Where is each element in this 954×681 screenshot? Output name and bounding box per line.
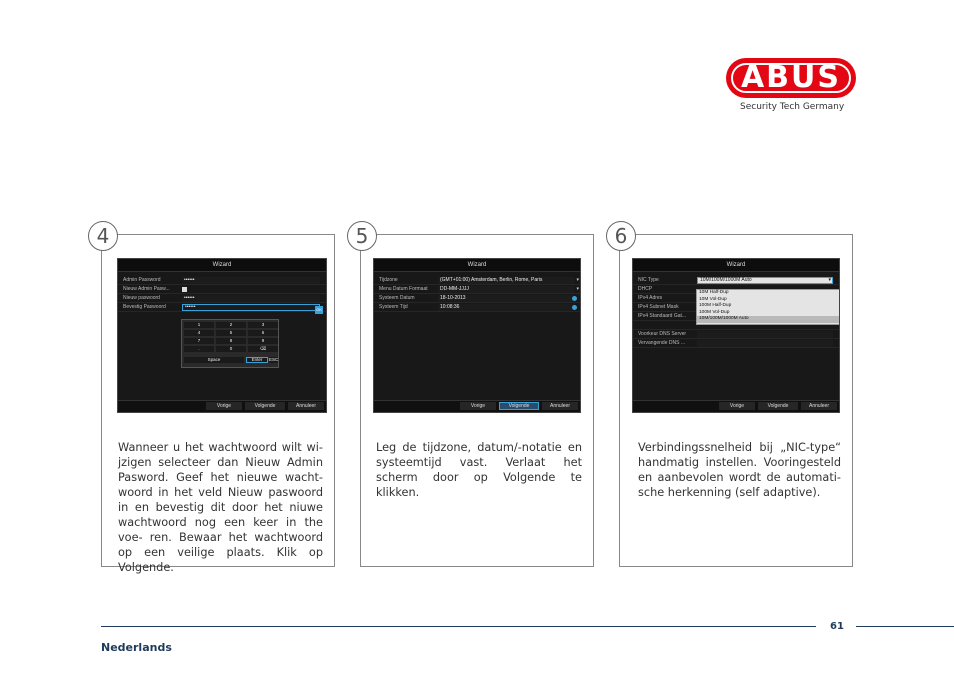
clock-icon[interactable]: [572, 305, 577, 310]
abus-logo: [726, 58, 856, 98]
setting-label: Systeem Datum: [379, 295, 415, 301]
setting-row: [118, 303, 326, 312]
setting-label: IPv4 Subnet Mask: [638, 304, 679, 310]
setting-row: [374, 276, 580, 285]
setting-label: NIC Type: [638, 277, 659, 283]
setting-label: Voorkeur DNS Server: [638, 331, 687, 337]
step-card-5: [355, 224, 594, 567]
step-card-4: [96, 224, 335, 574]
new-password-field[interactable]: ••••••: [182, 295, 320, 302]
nic-type-select[interactable]: 10M/100M/1000M Auto: [697, 277, 833, 284]
step-number: 6: [606, 221, 636, 251]
next-button[interactable]: Volgende: [499, 402, 539, 410]
setting-label: DHCP: [638, 286, 653, 292]
step-description: Leg de tijdzone, datum/-notatie en systeemtijd vast. Verlaat het scherm door op Volgende te klikken.: [376, 441, 582, 499]
setting-row: [374, 303, 580, 312]
wizard-title: Wizard: [374, 259, 580, 272]
nic-option[interactable]: 100M Vol-Dup: [699, 309, 730, 315]
brand-tagline: Security Tech Germany: [740, 102, 845, 112]
setting-label: Admin Password: [123, 277, 161, 283]
setting-label: Nieuw Admin Pasw...: [123, 286, 170, 292]
setting-row: [118, 294, 326, 303]
nic-option[interactable]: 100M Half-Dup: [699, 303, 732, 308]
keypad-esc-key[interactable]: ESC: [269, 357, 279, 362]
keypad-space-key[interactable]: Space: [184, 357, 244, 363]
wizard-button-bar: [118, 400, 326, 412]
keypad-key[interactable]: 4: [184, 330, 214, 336]
date-format-select[interactable]: DD-MM-JJJJ: [438, 286, 574, 293]
step-description: Verbindingssnelheid bij „NIC-type“ handmatig instellen. Vooringesteld en aanbevolen wordt de automati- sche herkenning (self adaptive).: [638, 441, 841, 499]
wizard-title: Wizard: [118, 259, 326, 272]
step-description: Wanneer u het wachtwoord wilt wi- jzigen selecteer dan Nieuw Admin Pasword. Geef het nieuwe wacht- woord in het veld Nieuw paswoord in en bevestig dit door het niuwe wachtwoord nog een keer in the voe- ren. Bewaar het wachtwoord op een veilige plaats. Klik op Volgende.: [118, 441, 323, 574]
step-number: 5: [347, 221, 377, 251]
setting-row: [118, 285, 326, 294]
keypad-key[interactable]: 1: [184, 322, 214, 328]
keypad-key[interactable]: 9: [248, 338, 278, 344]
setting-label: IPv4 Adres: [638, 295, 663, 301]
setting-row: [118, 276, 326, 285]
wizard-title: Wizard: [633, 259, 839, 272]
wizard-screenshot-password: [117, 258, 327, 413]
previous-button[interactable]: Vorige: [206, 402, 242, 410]
setting-row: [374, 285, 580, 294]
admin-password-field[interactable]: ••••••: [182, 277, 320, 284]
chevron-down-icon: ▾: [576, 286, 579, 292]
next-button[interactable]: Volgende: [758, 402, 798, 410]
keypad-key[interactable]: 2: [216, 322, 246, 328]
page-number: 61: [830, 621, 844, 632]
alternate-dns-field[interactable]: [697, 340, 833, 347]
keypad-key[interactable]: 3: [248, 322, 278, 328]
language-label: Nederlands: [101, 641, 172, 654]
cancel-button[interactable]: Annuleer: [801, 402, 837, 410]
previous-button[interactable]: Vorige: [460, 402, 496, 410]
on-screen-keypad: [181, 319, 279, 368]
timezone-select[interactable]: (GMT+01:00) Amsterdam, Berlin, Rome, Paris: [438, 277, 574, 284]
setting-row: [633, 339, 839, 348]
setting-label: Nieuw paswoord: [123, 295, 160, 301]
previous-button[interactable]: Vorige: [719, 402, 755, 410]
calendar-icon[interactable]: [572, 296, 577, 301]
keypad-key[interactable]: 7: [184, 338, 214, 344]
confirm-password-field[interactable]: ••••••: [182, 304, 320, 311]
nic-option-selected[interactable]: 10M/100M/1000M Auto: [697, 316, 839, 323]
nic-option[interactable]: 10M Vol-Dup: [699, 296, 727, 302]
keypad-key[interactable]: 0: [216, 346, 246, 352]
cancel-button[interactable]: Annuleer: [542, 402, 578, 410]
keypad-ok-button[interactable]: OK: [316, 307, 322, 312]
setting-label: IPv4 Standaard Gat...: [638, 313, 687, 319]
keypad-enter-key[interactable]: Enter: [246, 357, 268, 363]
preferred-dns-field[interactable]: [697, 331, 833, 338]
footer-rule-right: [856, 626, 954, 627]
wizard-screenshot-network: [632, 258, 840, 413]
system-time-field[interactable]: 10:08:36: [438, 304, 574, 311]
step-number: 4: [88, 221, 118, 251]
keypad-key[interactable]: 5: [216, 330, 246, 336]
system-date-field[interactable]: 18-10-2013: [438, 295, 574, 302]
wizard-screenshot-time: [373, 258, 581, 413]
setting-row: [633, 276, 839, 285]
wizard-button-bar: [374, 400, 580, 412]
footer-rule-left: [101, 626, 816, 627]
logo-text: ABUS: [740, 60, 842, 95]
keypad-key[interactable]: .: [184, 346, 214, 352]
chevron-down-icon: ▾: [828, 277, 831, 283]
setting-row: [633, 330, 839, 339]
setting-label: Bevestig Paswoord: [123, 304, 166, 310]
new-admin-password-checkbox[interactable]: [182, 287, 187, 292]
setting-label: Vervangende DNS ...: [638, 340, 685, 346]
nic-type-dropdown: [696, 289, 840, 325]
nic-option[interactable]: 10M Half-Dup: [699, 290, 729, 295]
next-button[interactable]: Volgende: [245, 402, 285, 410]
keypad-key[interactable]: 6: [248, 330, 278, 336]
setting-label: Tijdzone: [379, 277, 398, 283]
chevron-down-icon: ▾: [576, 277, 579, 283]
setting-label: Systeem Tijd: [379, 304, 408, 310]
setting-row: [374, 294, 580, 303]
setting-label: Menu Datum Formaat: [379, 286, 428, 292]
cancel-button[interactable]: Annuleer: [288, 402, 324, 410]
keypad-backspace-key[interactable]: ⌫: [248, 346, 278, 352]
wizard-button-bar: [633, 400, 839, 412]
step-card-6: [614, 224, 853, 567]
keypad-key[interactable]: 8: [216, 338, 246, 344]
